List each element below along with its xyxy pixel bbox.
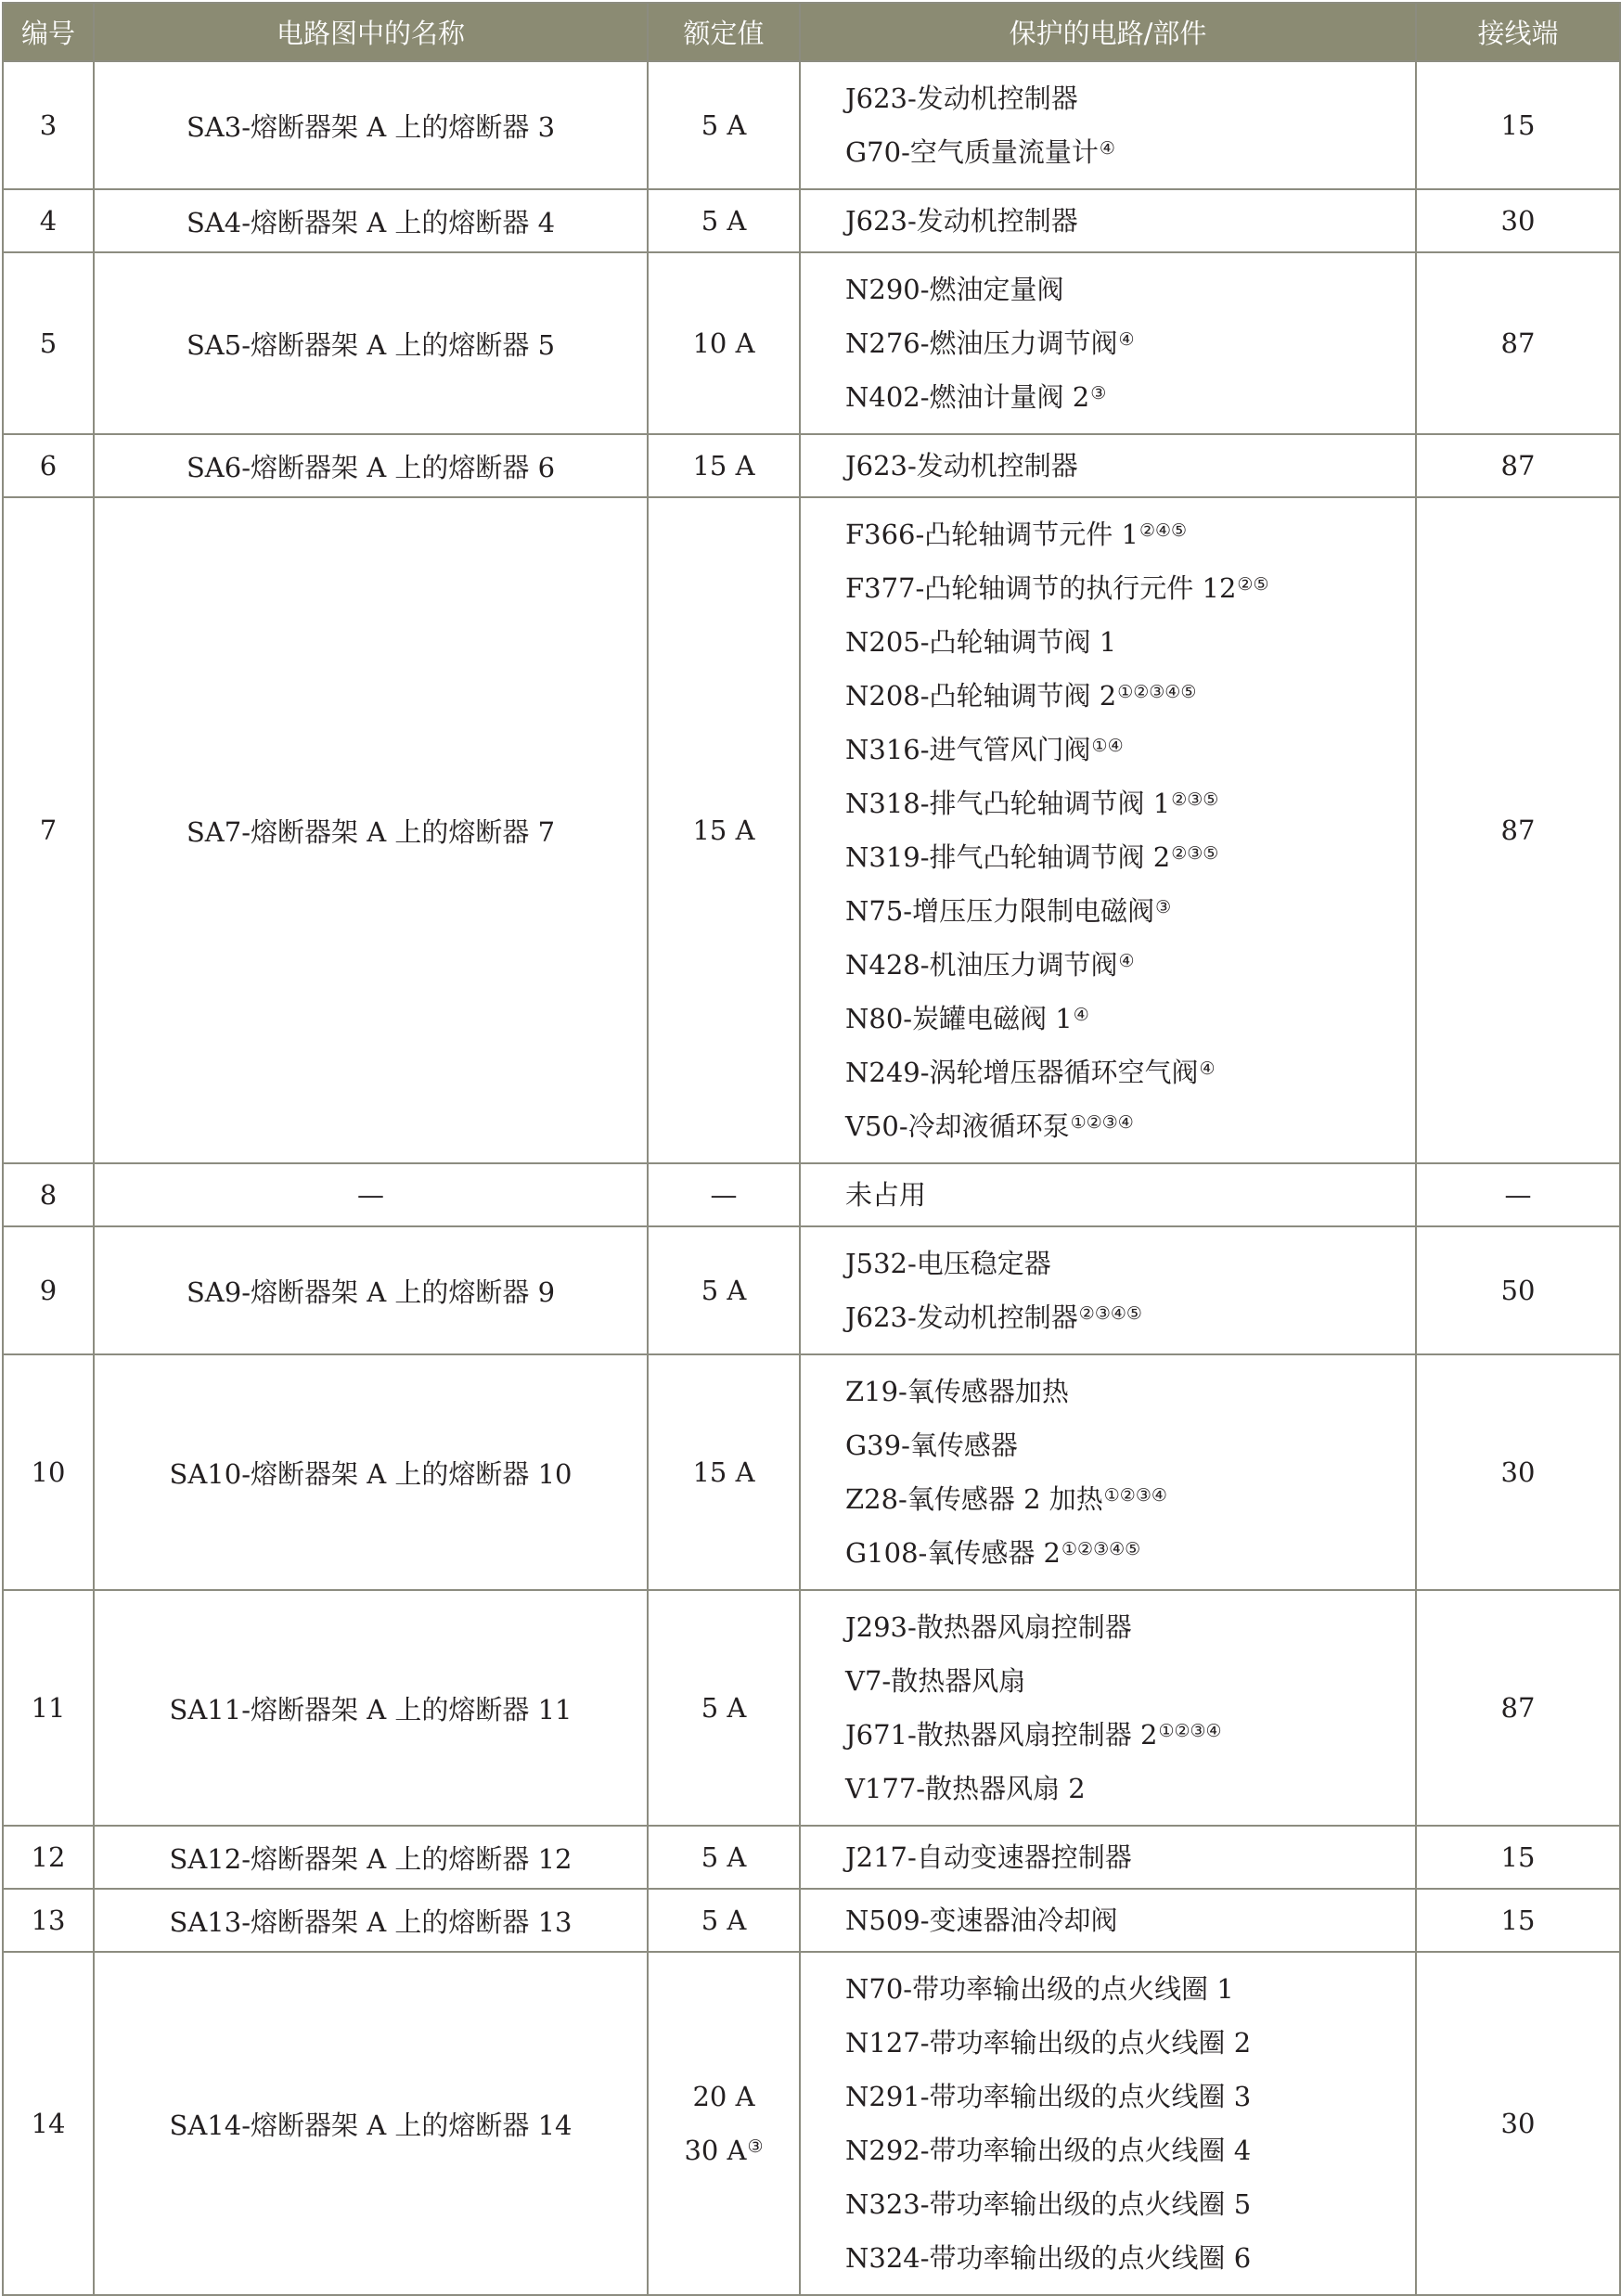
protected-part [845,1099,1415,1153]
row-number: 4 [3,189,94,252]
terminal: 15 [1416,61,1620,189]
rating-text: 15 A [692,1456,755,1488]
protected-part [845,1237,1415,1290]
part-footnote-mark: ④ [1099,138,1115,159]
header-circuit-name: 电路图中的名称 [94,3,648,61]
rating-cell [648,1889,800,1952]
rating-cell [648,434,800,497]
rating-value [654,803,793,857]
protected-part-text: J293-散热器风扇控制器 [845,1611,1132,1643]
table-row [3,1826,1620,1889]
circuit-name: — [94,1163,648,1226]
protected-part [845,1654,1415,1708]
table-row [3,434,1620,497]
protected-part-text: J671-散热器风扇控制器 2 [845,1719,1158,1751]
protected-parts-cell [800,252,1416,434]
part-footnote-mark: ④ [1073,1005,1089,1025]
protected-part-text: N205-凸轮轴调节阀 1 [845,626,1117,658]
protected-part [845,1472,1415,1526]
part-footnote-mark: ④ [1118,951,1135,971]
protected-part [845,71,1415,125]
row-number: 6 [3,434,94,497]
row-number: 8 [3,1163,94,1226]
circuit-name: SA11-熔断器架 A 上的熔断器 11 [94,1590,648,1826]
terminal: 50 [1416,1226,1620,1354]
protected-part [845,1290,1415,1344]
protected-part [845,2177,1415,2231]
rating-value [654,1445,793,1499]
rating-text: 15 A [692,815,755,846]
protected-part-text: J623-发动机控制器 [845,205,1078,237]
protected-part [845,2231,1415,2285]
row-number: 13 [3,1889,94,1952]
terminal: 87 [1416,497,1620,1163]
part-footnote-mark: ①④ [1091,736,1124,756]
protected-part-text: N316-进气管风门阀 [845,734,1091,765]
rating-text: 5 A [701,1692,747,1724]
table-row [3,1226,1620,1354]
protected-part [845,776,1415,830]
rating-value [654,1263,793,1317]
part-footnote-mark: ③ [1090,383,1107,404]
protected-part [845,561,1415,615]
protected-part-text: G39-氧传感器 [845,1430,1018,1461]
protected-part [845,2123,1415,2177]
table-row [3,189,1620,252]
protected-part [845,1962,1415,2016]
table-row [3,1163,1620,1226]
protected-part [845,723,1415,776]
protected-part-text: F366-凸轮轴调节元件 1 [845,519,1139,550]
protected-part-text: V50-冷却液循环泵 [845,1110,1070,1142]
protected-part-text: N509-变速器油冷却阀 [845,1905,1118,1936]
rating-value [654,98,793,152]
rating-text: 5 A [701,205,747,237]
table-header [3,3,1620,61]
terminal: — [1416,1163,1620,1226]
rating-cell [648,497,800,1163]
circuit-name: SA6-熔断器架 A 上的熔断器 6 [94,434,648,497]
protected-part [845,316,1415,370]
rating-text: 20 A [692,2081,755,2112]
circuit-name: SA3-熔断器架 A 上的熔断器 3 [94,61,648,189]
part-footnote-mark: ①②③④⑤ [1061,1539,1141,1559]
row-number: 10 [3,1354,94,1590]
table-row [3,1952,1620,2295]
row-number: 3 [3,61,94,189]
protected-part [845,1045,1415,1099]
protected-part-text: V7-散热器风扇 [845,1665,1026,1697]
protected-parts-cell [800,61,1416,189]
protected-part [845,1893,1415,1947]
rating-value [654,1893,793,1947]
protected-part-text: N428-机油压力调节阀 [845,949,1118,981]
rating-text: 15 A [692,450,755,481]
protected-part-text: N208-凸轮轴调节阀 2 [845,680,1117,712]
protected-part-text: N324-带功率输出级的点火线圈 6 [845,2242,1252,2274]
protected-part [845,938,1415,992]
protected-part-text: F377-凸轮轴调节的执行元件 12 [845,572,1237,604]
protected-part-text: 未占用 [845,1179,927,1211]
protected-part-text: J623-发动机控制器 [845,1302,1078,1333]
rating-cell [648,252,800,434]
protected-parts-cell [800,1590,1416,1826]
protected-part-text: N323-带功率输出级的点火线圈 5 [845,2188,1252,2220]
part-footnote-mark: ④ [1199,1058,1216,1079]
rating-text: 5 A [701,1275,747,1306]
terminal: 30 [1416,1952,1620,2295]
part-footnote-mark: ③ [1155,897,1172,917]
protected-part [845,1526,1415,1580]
protected-part [845,884,1415,938]
protected-part [845,615,1415,669]
protected-part-text: N290-燃油定量阀 [845,274,1064,305]
rating-cell [648,1952,800,2295]
terminal: 15 [1416,1889,1620,1952]
table-row [3,1889,1620,1952]
circuit-name: SA13-熔断器架 A 上的熔断器 13 [94,1889,648,1952]
protected-part-text: N402-燃油计量阀 2 [845,381,1090,413]
protected-part [845,125,1415,179]
part-footnote-mark: ①②③④⑤ [1117,682,1197,702]
table-row [3,497,1620,1163]
circuit-name: SA4-熔断器架 A 上的熔断器 4 [94,189,648,252]
rating-text: 5 A [701,1905,747,1936]
part-footnote-mark: ①②③④ [1158,1721,1222,1741]
protected-part [845,263,1415,316]
part-footnote-mark: ④ [1118,329,1135,350]
terminal: 30 [1416,1354,1620,1590]
fuse-table [2,2,1621,2296]
table-row [3,1354,1620,1590]
protected-parts-cell [800,1826,1416,1889]
protected-part [845,1168,1415,1222]
protected-part-text: J217-自动变速器控制器 [845,1841,1132,1873]
protected-part-text: N249-涡轮增压器循环空气阀 [845,1057,1199,1088]
circuit-name: SA9-熔断器架 A 上的熔断器 9 [94,1226,648,1354]
protected-parts-cell [800,1226,1416,1354]
protected-part-text: J532-电压稳定器 [845,1248,1051,1279]
protected-part [845,830,1415,884]
rating-cell [648,189,800,252]
header-rating: 额定值 [648,3,800,61]
protected-part [845,992,1415,1045]
rating-value [654,2070,793,2123]
rating-text: — [710,1179,738,1211]
protected-part-text: N70-带功率输出级的点火线圈 1 [845,1973,1234,2005]
part-footnote-mark: ②④⑤ [1139,520,1188,541]
rating-cell [648,1590,800,1826]
protected-part [845,669,1415,723]
protected-part-text: N291-带功率输出级的点火线圈 3 [845,2081,1252,2112]
part-footnote-mark: ①②③④ [1070,1112,1134,1133]
protected-part-text: N127-带功率输出级的点火线圈 2 [845,2027,1252,2059]
protected-part-text: G70-空气质量流量计 [845,136,1099,168]
rating-cell [648,1226,800,1354]
table-row [3,1590,1620,1826]
rating-text: 10 A [692,327,755,359]
protected-parts-cell [800,1952,1416,2295]
rating-value [654,1681,793,1735]
rating-value [654,1168,793,1222]
header-terminal: 接线端 [1416,3,1620,61]
row-number: 5 [3,252,94,434]
header-row [3,3,1620,61]
protected-parts-cell [800,497,1416,1163]
header-protected-parts: 保护的电路/部件 [800,3,1416,61]
part-footnote-mark: ②⑤ [1237,574,1269,595]
rating-text: 5 A [701,1841,747,1873]
terminal: 15 [1416,1826,1620,1889]
protected-part [845,507,1415,561]
protected-part [845,1830,1415,1884]
part-footnote-mark: ①②③④ [1103,1485,1167,1506]
row-number: 11 [3,1590,94,1826]
circuit-name: SA7-熔断器架 A 上的熔断器 7 [94,497,648,1163]
rating-text: 5 A [701,109,747,141]
protected-part-text: N319-排气凸轮轴调节阀 2 [845,841,1171,873]
protected-parts-cell [800,434,1416,497]
table-body [3,61,1620,2295]
protected-part [845,194,1415,248]
circuit-name: SA10-熔断器架 A 上的熔断器 10 [94,1354,648,1590]
rating-value [654,316,793,370]
row-number: 9 [3,1226,94,1354]
terminal: 87 [1416,252,1620,434]
rating-footnote-mark: ③ [747,2136,764,2157]
terminal: 87 [1416,1590,1620,1826]
protected-part [845,1600,1415,1654]
protected-part-text: Z19-氧传感器加热 [845,1376,1069,1407]
row-number: 14 [3,1952,94,2295]
protected-part [845,2016,1415,2070]
rating-cell [648,61,800,189]
protected-parts-cell [800,1354,1416,1590]
row-number: 12 [3,1826,94,1889]
part-footnote-mark: ②③⑤ [1171,843,1219,864]
protected-part-text: Z28-氧传感器 2 加热 [845,1483,1103,1515]
protected-part-text: N75-增压压力限制电磁阀 [845,895,1155,927]
protected-part-text: N80-炭罐电磁阀 1 [845,1003,1073,1034]
protected-part-text: N292-带功率输出级的点火线圈 4 [845,2135,1252,2166]
part-footnote-mark: ②③④⑤ [1078,1303,1142,1324]
table-row [3,61,1620,189]
protected-parts-cell [800,1889,1416,1952]
protected-part [845,1365,1415,1418]
table-row [3,252,1620,434]
rating-value [654,1830,793,1884]
protected-part [845,2070,1415,2123]
rating-cell [648,1826,800,1889]
rating-cell [648,1354,800,1590]
protected-part [845,1762,1415,1815]
rating-text: 30 A [684,2135,747,2166]
circuit-name: SA12-熔断器架 A 上的熔断器 12 [94,1826,648,1889]
protected-part-text: G108-氧传感器 2 [845,1537,1061,1569]
terminal: 87 [1416,434,1620,497]
part-footnote-mark: ②③⑤ [1171,789,1219,810]
protected-part-text: V177-散热器风扇 2 [845,1773,1086,1804]
rating-value [654,194,793,248]
header-number: 编号 [3,3,94,61]
protected-part [845,370,1415,424]
protected-part-text: J623-发动机控制器 [845,83,1078,114]
protected-part-text: N276-燃油压力调节阀 [845,327,1118,359]
protected-parts-cell [800,1163,1416,1226]
circuit-name: SA5-熔断器架 A 上的熔断器 5 [94,252,648,434]
rating-value [654,439,793,493]
protected-part [845,439,1415,493]
protected-part-text: J623-发动机控制器 [845,450,1078,481]
terminal: 30 [1416,189,1620,252]
protected-part [845,1418,1415,1472]
protected-part-text: N318-排气凸轮轴调节阀 1 [845,788,1171,819]
circuit-name: SA14-熔断器架 A 上的熔断器 14 [94,1952,648,2295]
rating-cell [648,1163,800,1226]
protected-parts-cell [800,189,1416,252]
protected-part [845,1708,1415,1762]
row-number: 7 [3,497,94,1163]
rating-value [654,2123,793,2177]
